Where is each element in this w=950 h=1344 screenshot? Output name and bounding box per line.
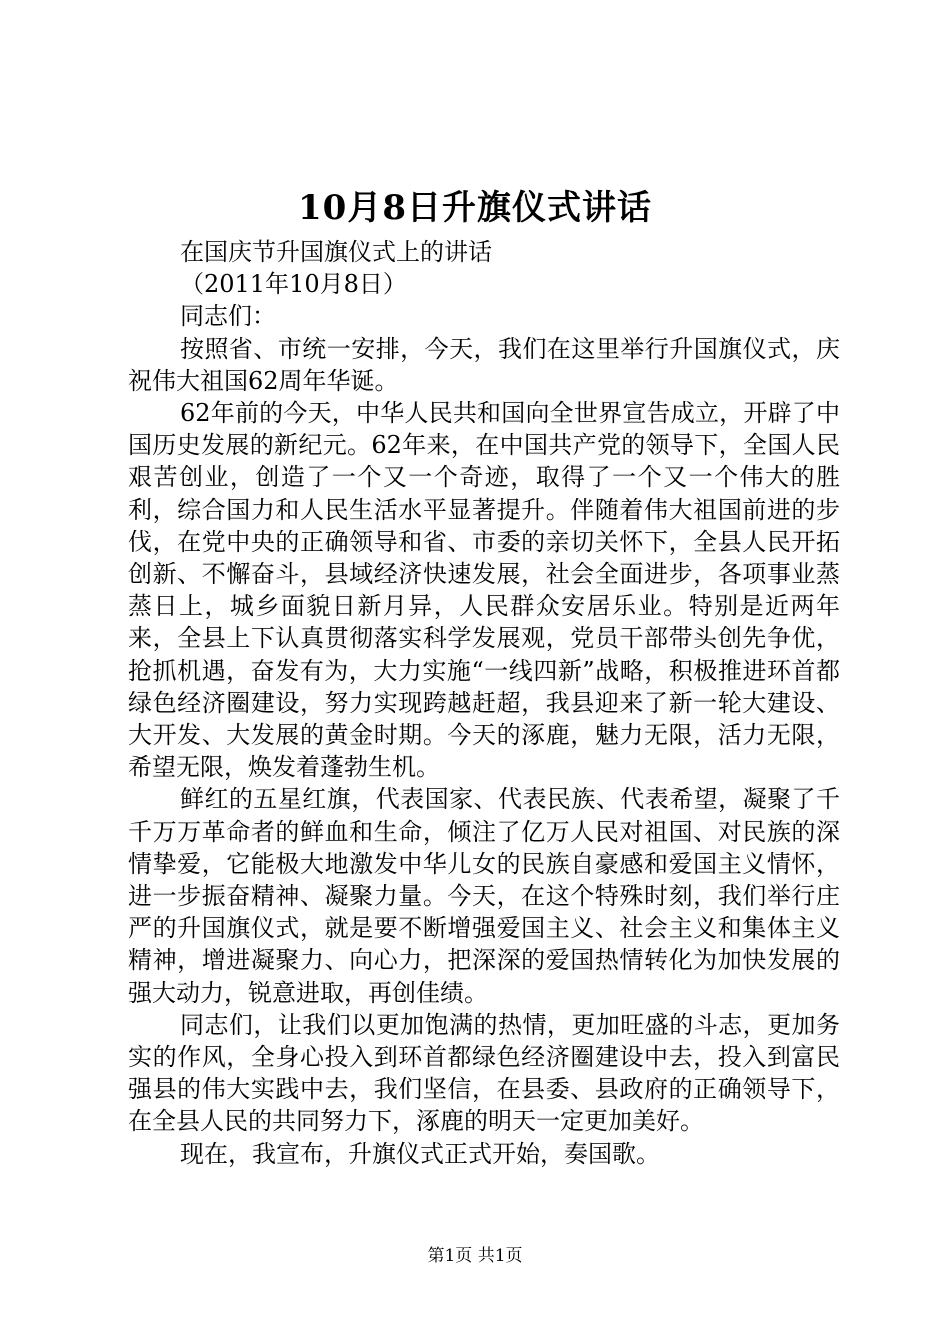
paragraph-3: 鲜红的五星红旗，代表国家、代表民族、代表希望，凝聚了千千万万革命者的鲜血和生命，倾注了亿万人民对祖国、对民族的深情挚爱，它能极大地激发中华儿女的民族自豪感和爱国主义情怀，进一步振奋精神、凝聚力量。今天，在这个特殊时刻，我们举行庄严的升国旗仪式，就是要不断增强爱国主义、社会主义和集体主义精神，增进凝聚力、向心力，把深深的爱国热情转化为加快发展的强大动力，锐意进取，再创佳绩。 <box>128 785 840 1007</box>
speech-date: （2011年10月8日） <box>180 270 407 299</box>
speech-subtitle: 在国庆节升国旗仪式上的讲话 <box>180 238 492 266</box>
page-footer: 第1页 共1页 <box>427 1246 523 1266</box>
salutation: 同志们： <box>180 302 276 331</box>
paragraph-5: 现在，我宣布，升旗仪式正式开始，奏国歌。 <box>180 1139 660 1168</box>
document-title: 10月8日升旗仪式讲话 <box>298 188 652 228</box>
document-body <box>128 236 840 1170</box>
paragraph-2: 62年前的今天，中华人民共和国向全世界宣告成立，开辟了中国历史发展的新纪元。62年来，在中国共产党的领导下，全国人民艰苦创业，创造了一个又一个奇迹，取得了一个又一个伟大的胜利，综合国力和人民生活水平显著提升。伴随着伟大祖国前进的步伐，在党中央的正确领导和省、市委的亲切关怀下，全县人民开拓创新、不懈奋斗，县域经济快速发展，社会全面进步，各项事业蒸蒸日上，城乡面貌日新月异，人民群众安居乐业。特别是近两年来，全县上下认真贯彻落实科学发展观，党员干部带头创先争优，抢抓机遇，奋发有为，大力实施“一线四新”战略，积极推进环首都绿色经济圈建设，努力实现跨越赶超，我县迎来了新一轮大建设、大开发、大发展的黄金时期。今天的涿鹿，魅力无限，活力无限，希望无限，焕发着蓬勃生机。 <box>128 399 840 782</box>
paragraph-1: 按照省、市统一安排，今天，我们在这里举行升国旗仪式，庆祝伟大祖国62周年华诞。 <box>128 334 840 395</box>
paragraph-4: 同志们，让我们以更加饱满的热情，更加旺盛的斗志，更加务实的作风，全身心投入到环首都绿色经济圈建设中去，投入到富民强县的伟大实践中去，我们坚信，在县委、县政府的正确领导下，在全县人民的共同努力下，涿鹿的明天一定更加美好。 <box>128 1010 840 1136</box>
